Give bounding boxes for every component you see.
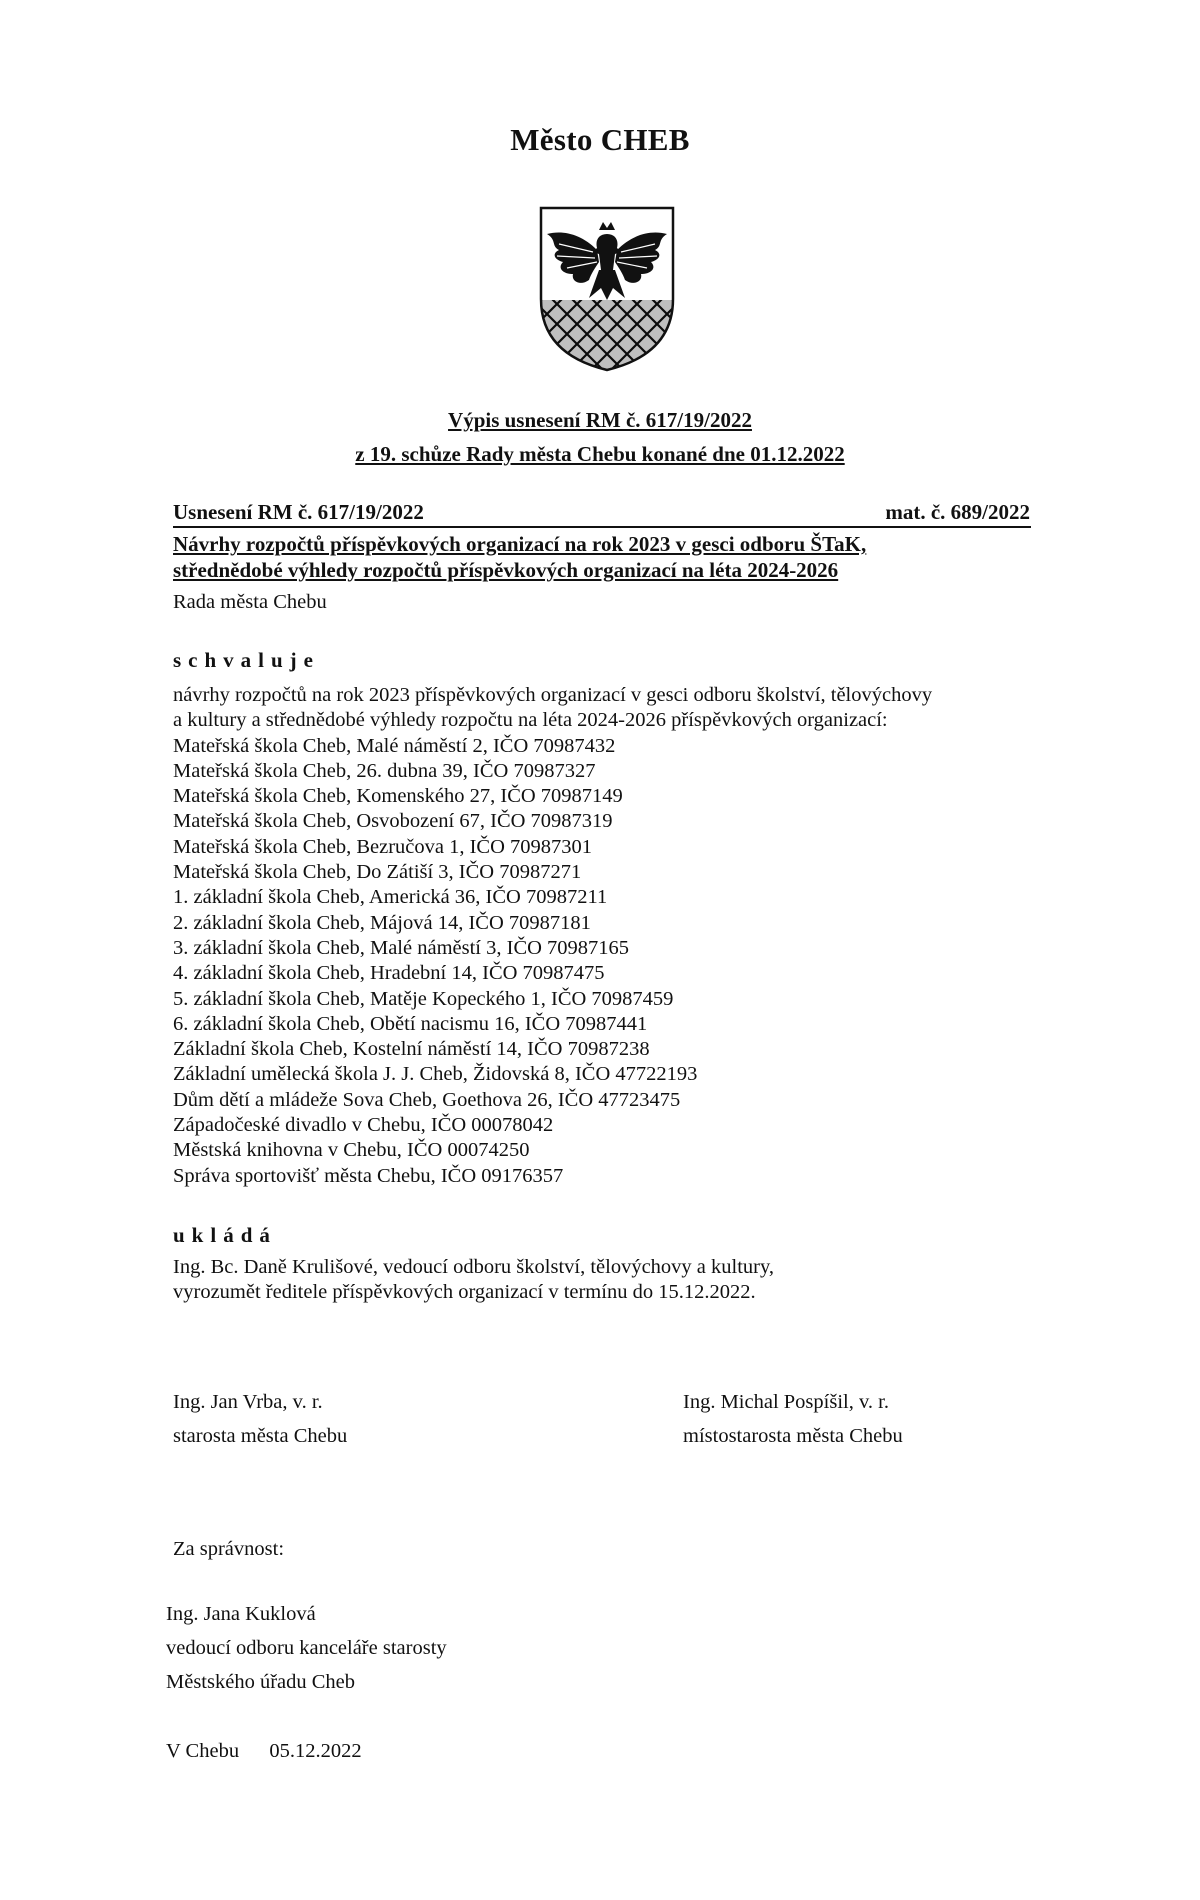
meeting-line: z 19. schůze Rady města Chebu konané dne 01.12.2022	[355, 442, 845, 466]
list-item: Správa sportovišť města Chebu, IČO 09176357	[173, 1164, 564, 1187]
list-item: Západočeské divadlo v Chebu, IČO 00078042	[173, 1114, 554, 1137]
list-item: Městská knihovna v Chebu, IČO 00074250	[173, 1139, 530, 1162]
deputy-role: místostarosta města Chebu	[683, 1425, 903, 1447]
instructs-line1: Ing. Bc. Daně Krulišové, vedoucí odboru školství, tělovýchovy a kultury,	[173, 1256, 775, 1278]
resolution-number: Usnesení RM č. 617/19/2022	[173, 500, 424, 524]
coat-of-arms-icon	[537, 204, 677, 374]
instructs-section	[173, 1255, 1043, 1306]
page-title: Město CHEB	[510, 122, 690, 157]
list-item: Mateřská škola Cheb, Malé náměstí 2, IČO 70987432	[173, 734, 616, 757]
resolution-subject-line1: Návrhy rozpočtů příspěvkových organizací na rok 2023 v gesci odboru ŠTaK,	[173, 532, 867, 556]
list-item: 4. základní škola Cheb, Hradební 14, IČO 70987475	[173, 962, 605, 985]
list-item: 3. základní škola Cheb, Malé náměstí 3, IČO 70987165	[173, 936, 630, 959]
extract-title: Výpis usnesení RM č. 617/19/2022	[448, 408, 752, 432]
material-number: mat. č. 689/2022	[885, 500, 1030, 524]
certification-label: Za správnost:	[173, 1538, 285, 1560]
certifier-name: Ing. Jana Kuklová	[166, 1603, 316, 1625]
list-item: 5. základní škola Cheb, Matěje Kopeckého 1, IČO 70987459	[173, 987, 674, 1010]
certifier-role-line2: Městského úřadu Cheb	[166, 1671, 356, 1693]
deputy-signature-block	[683, 1385, 903, 1453]
approves-section	[173, 683, 1043, 1189]
certification-block	[166, 1597, 447, 1699]
place: V Chebu	[166, 1740, 240, 1762]
instructs-heading: ukládá	[173, 1223, 277, 1247]
list-item: Základní umělecká škola J. J. Cheb, Židovská 8, IČO 47722193	[173, 1063, 698, 1086]
mayor-name: Ing. Jan Vrba, v. r.	[173, 1391, 323, 1413]
list-item: Mateřská škola Cheb, Osvobození 67, IČO 70987319	[173, 810, 613, 833]
council-name: Rada města Chebu	[173, 591, 327, 613]
date: 05.12.2022	[269, 1740, 362, 1762]
approves-heading: schvaluje	[173, 648, 320, 672]
list-item: Mateřská škola Cheb, Do Zátiší 3, IČO 70987271	[173, 861, 582, 884]
approves-intro-line2: a kultury a střednědobé výhledy rozpočtu na léta 2024-2026 příspěvkových organizací:	[173, 709, 888, 732]
list-item: 6. základní škola Cheb, Obětí nacismu 16, IČO 70987441	[173, 1012, 648, 1035]
list-item: 1. základní škola Cheb, Americká 36, IČO 70987211	[173, 886, 608, 909]
header-divider	[173, 526, 1031, 528]
resolution-subject-line2: střednědobé výhledy rozpočtů příspěvkových organizací na léta 2024-2026	[173, 558, 839, 582]
list-item: Dům dětí a mládeže Sova Cheb, Goethova 26, IČO 47723475	[173, 1088, 681, 1111]
instructs-line2: vyrozumět ředitele příspěvkových organizací v termínu do 15.12.2022.	[173, 1281, 756, 1304]
organization-list	[173, 734, 1043, 1189]
list-item: 2. základní škola Cheb, Májová 14, IČO 70987181	[173, 911, 591, 934]
deputy-name: Ing. Michal Pospíšil, v. r.	[683, 1391, 889, 1413]
mayor-role: starosta města Chebu	[173, 1425, 348, 1447]
approves-intro-line1: návrhy rozpočtů na rok 2023 příspěvkových organizací v gesci odboru školství, tělovýchovy	[173, 684, 933, 706]
list-item: Základní škola Cheb, Kostelní náměstí 14, IČO 70987238	[173, 1038, 650, 1061]
certifier-role-line1: vedoucí odboru kanceláře starosty	[166, 1637, 447, 1659]
list-item: Mateřská škola Cheb, Komenského 27, IČO 70987149	[173, 785, 623, 808]
place-date-line	[166, 1734, 362, 1768]
list-item: Mateřská škola Cheb, 26. dubna 39, IČO 70987327	[173, 759, 596, 782]
list-item: Mateřská škola Cheb, Bezručova 1, IČO 70987301	[173, 835, 593, 858]
mayor-signature-block	[173, 1385, 347, 1453]
